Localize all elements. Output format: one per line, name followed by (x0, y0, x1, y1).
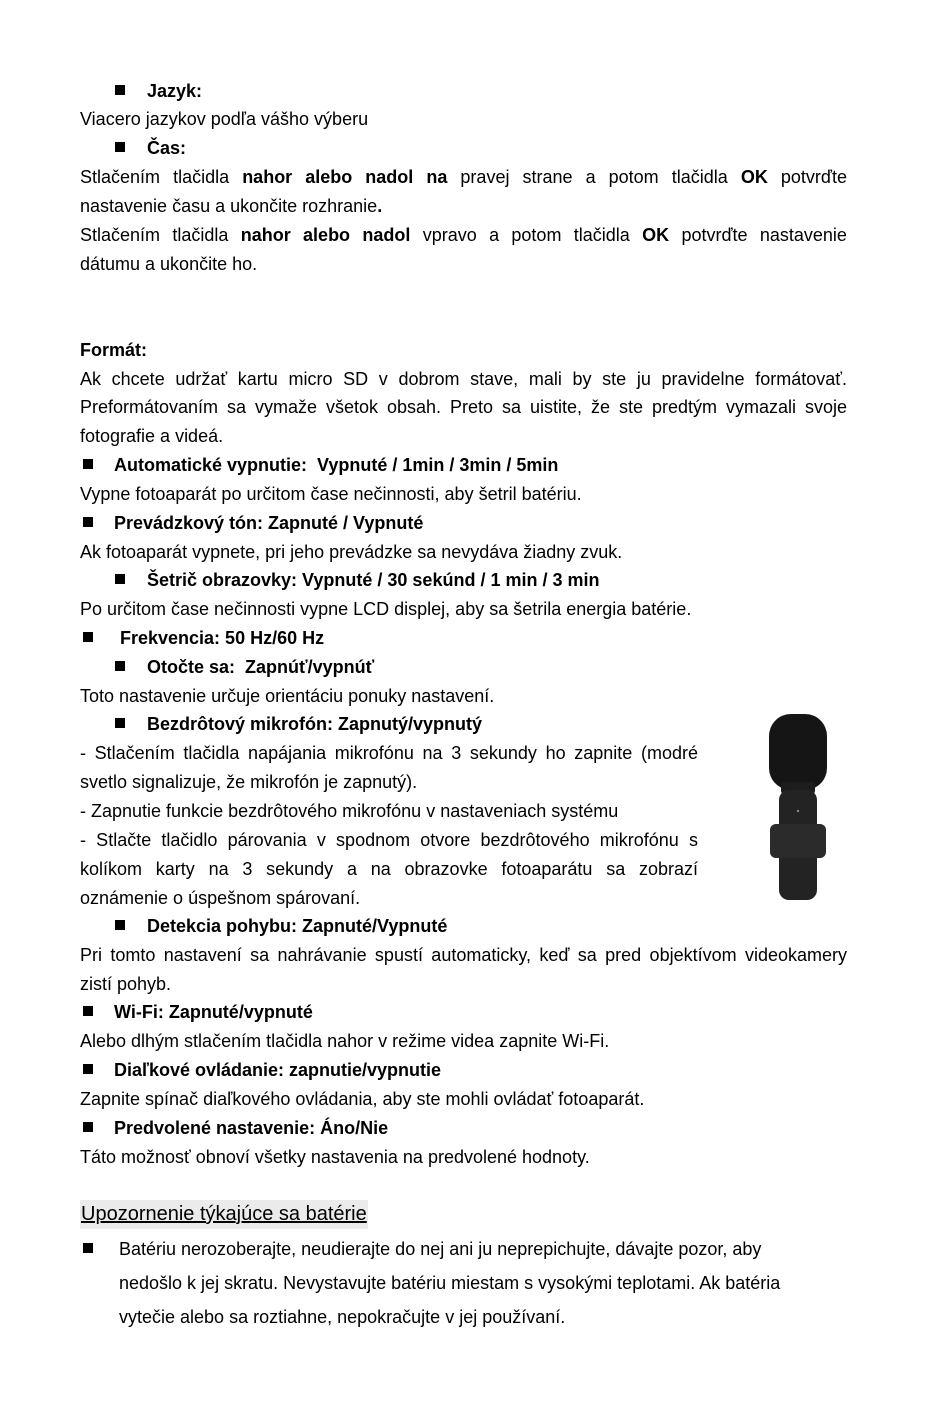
bullet-square-icon (115, 574, 125, 584)
battery-line-3: vytečie alebo sa roztiahne, nepokračujte v jej používaní. (119, 1307, 566, 1327)
bullet-square-icon (115, 85, 125, 95)
format-line-2: Preformátovaním sa vymaže všetok obsah. Preto sa uistite, že ste predtým vymazali svoje (80, 397, 847, 417)
remote-text: Zapnite spínač diaľkového ovládania, aby ste mohli ovládať fotoaparát. (80, 1089, 645, 1109)
time-paragraph-2-line-2: dátumu a ukončite ho. (80, 254, 258, 274)
wifi-text: Alebo dlhým stlačením tlačidla nahor v režime videa zapnite Wi-Fi. (80, 1031, 610, 1051)
rotate-text: Toto nastavenie určuje orientáciu ponuky nastavení. (80, 686, 495, 706)
motion-line-2: zistí pohyb. (80, 974, 172, 994)
wireless-microphone-image (766, 714, 830, 900)
auto-off-heading: Automatické vypnutie: Vypnuté / 1min / 3min / 5min (80, 451, 847, 480)
screensaver-heading: Šetrič obrazovky: Vypnuté / 30 sekúnd / 1 min / 3 min (80, 566, 847, 595)
bullet-square-icon (83, 1064, 93, 1074)
default-text: Táto možnosť obnoví všetky nastavenia na predvolené hodnoty. (80, 1147, 590, 1167)
screensaver-text: Po určitom čase nečinnosti vypne LCD displej, aby sa šetrila energia batérie. (80, 599, 692, 619)
battery-heading-line (80, 1200, 847, 1229)
bullet-square-icon (83, 632, 93, 642)
bullet-square-icon (83, 1243, 93, 1253)
bullet-square-icon (115, 920, 125, 930)
time-paragraph-1: Stlačením tlačidla nahor alebo nadol na pravej strane a potom tlačidla OK potvrďte (80, 167, 847, 187)
wireless-mic-line-3: - Zapnutie funkcie bezdrôtového mikrofónu v nastaveniach systému (80, 801, 619, 821)
tone-heading: Prevádzkový tón: Zapnuté / Vypnuté (80, 509, 847, 538)
time-heading: Čas: (80, 134, 847, 163)
tone-text: Ak fotoaparát vypnete, pri jeho prevádzke sa nevydáva žiadny zvuk. (80, 542, 623, 562)
auto-off-text: Vypne fotoaparát po určitom čase nečinnosti, aby šetril batériu. (80, 484, 582, 504)
bullet-square-icon (115, 718, 125, 728)
battery-line-2: nedošlo k jej skratu. Nevystavujte batériu miestam s vysokými teplotami. Ak batéria (119, 1273, 781, 1293)
motion-heading: Detekcia pohybu: Zapnuté/Vypnuté (80, 912, 847, 941)
wireless-mic-line-5: kolíkom karty na 3 sekundy a na obrazovke fotoaparátu sa zobrazí (80, 859, 698, 879)
time-paragraph-2: Stlačením tlačidla nahor alebo nadol vpravo a potom tlačidla OK potvrďte nastavenie (80, 225, 847, 245)
wireless-mic-line-2: svetlo signalizuje, že mikrofón je zapnutý). (80, 772, 418, 792)
format-heading: Formát: (80, 340, 147, 360)
bullet-square-icon (83, 1122, 93, 1132)
battery-warning-item (80, 1232, 850, 1334)
wifi-heading: Wi-Fi: Zapnuté/vypnuté (80, 998, 847, 1027)
bullet-square-icon (83, 1006, 93, 1016)
bullet-square-icon (83, 459, 93, 469)
motion-line-1: Pri tomto nastavení sa nahrávanie spustí automaticky, keď sa pred objektívom videokamery (80, 945, 847, 965)
time-paragraph-1-line-2: nastavenie času a ukončite rozhranie. (80, 196, 383, 216)
wireless-mic-heading: Bezdrôtový mikrofón: Zapnutý/vypnutý (80, 710, 847, 739)
default-heading: Predvolené nastavenie: Áno/Nie (80, 1114, 847, 1143)
format-line-3: fotografie a videá. (80, 426, 224, 446)
mic-clip (770, 824, 826, 858)
bullet-square-icon (115, 661, 125, 671)
wireless-mic-line-1: - Stlačením tlačidla napájania mikrofónu na 3 sekundy ho zapnite (modré (80, 743, 698, 763)
language-heading: Jazyk: (80, 77, 847, 106)
frequency-heading: Frekvencia: 50 Hz/60 Hz (80, 624, 847, 653)
format-line-1: Ak chcete udržať kartu micro SD v dobrom stave, mali by ste ju pravidelne formátovať. (80, 369, 847, 389)
battery-heading: Upozornenie týkajúce sa batérie (80, 1200, 368, 1229)
wireless-mic-line-6: oznámenie o úspešnom spárovaní. (80, 888, 361, 908)
rotate-heading: Otočte sa: Zapnúť/vypnúť (80, 653, 847, 682)
mic-led-icon (797, 810, 799, 812)
bullet-square-icon (115, 142, 125, 152)
mic-windscreen (769, 714, 827, 790)
remote-heading: Diaľkové ovládanie: zapnutie/vypnutie (80, 1056, 847, 1085)
bullet-square-icon (83, 517, 93, 527)
wireless-mic-line-4: - Stlačte tlačidlo párovania v spodnom otvore bezdrôtového mikrofónu s (80, 830, 698, 850)
language-text: Viacero jazykov podľa vášho výberu (80, 109, 369, 129)
battery-line-1: Batériu nerozoberajte, neudierajte do nej ani ju neprepichujte, dávajte pozor, aby (119, 1239, 762, 1259)
